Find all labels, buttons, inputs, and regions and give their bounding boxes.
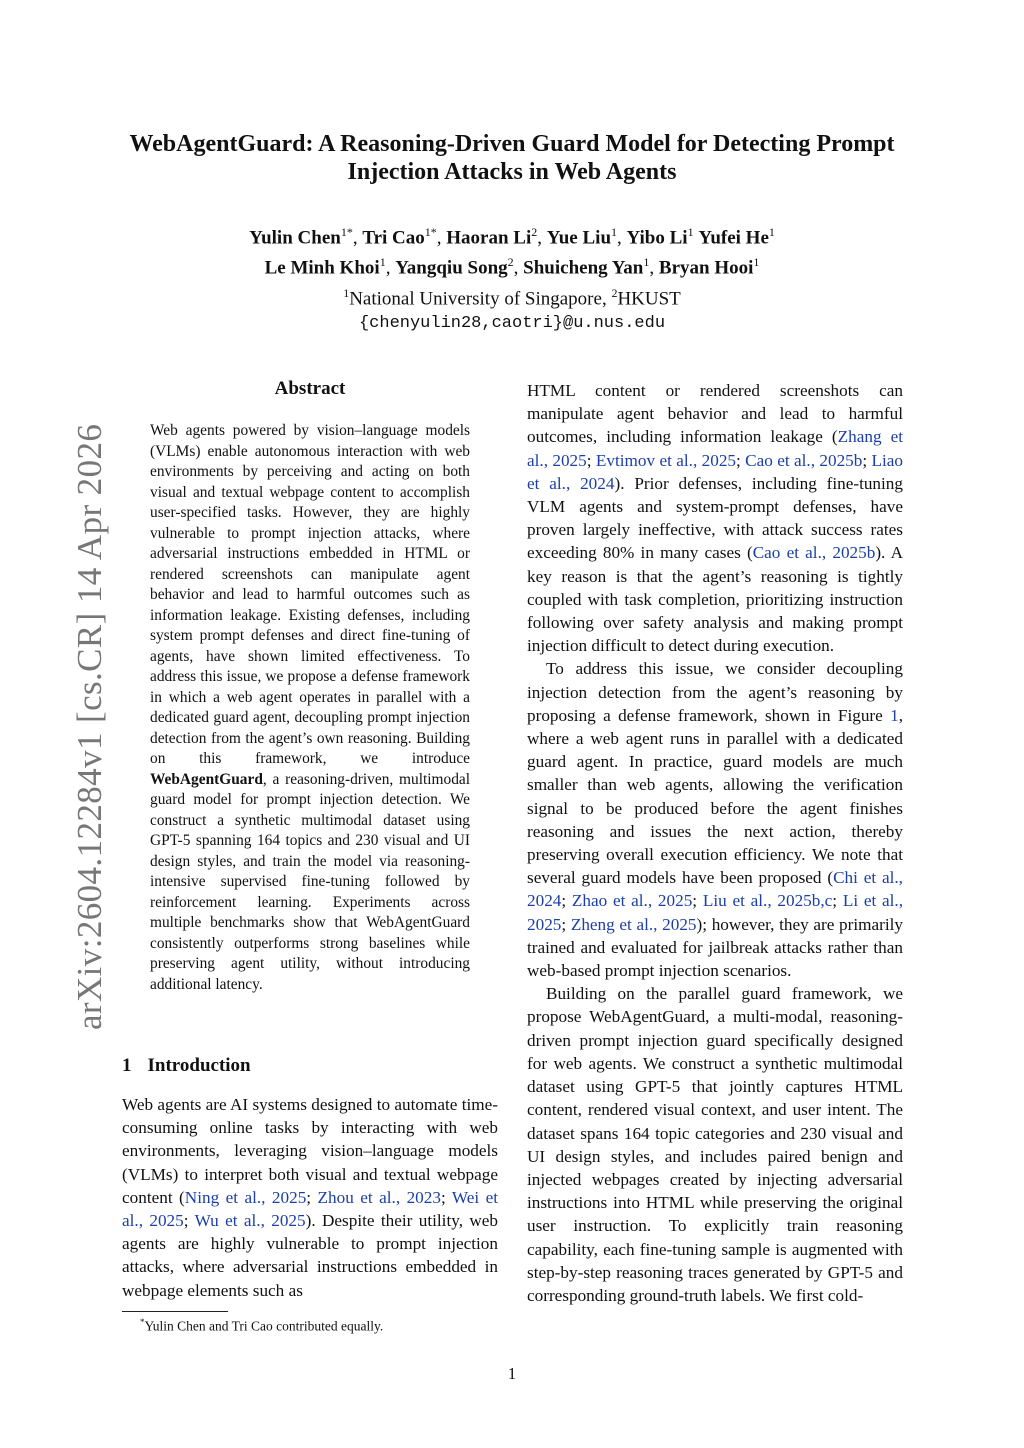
affiliation-2: HKUST — [617, 287, 681, 309]
footnote-divider — [122, 1311, 228, 1312]
citation-link[interactable]: Liu et al., 2025b,c — [702, 891, 833, 911]
author-sup: 1* — [424, 225, 437, 239]
citation-link[interactable]: Liao et al., 2024 — [527, 450, 904, 493]
author-name: Yufei He — [698, 227, 769, 249]
author-sup: 2 — [531, 225, 538, 239]
author-sup: 1 — [753, 255, 760, 270]
abstract-heading: Abstract — [274, 378, 346, 399]
arxiv-id: arXiv:2604.12284v1 [cs.CR] 14 Apr 2026 — [70, 423, 109, 1030]
author-name: Tri Cao — [362, 227, 425, 249]
section-number: 1 — [122, 1055, 132, 1076]
paper-title: WebAgentGuard: A Reasoning-Driven Guard Model for Detecting Prompt Injection Attacks in Web Agents — [129, 131, 895, 185]
arxiv-stamp — [8, 420, 109, 1030]
abstract-bold-term: WebAgentGuard — [150, 770, 263, 788]
citation-link[interactable]: Evtimov et al., 2025 — [595, 450, 737, 470]
figure-link[interactable]: 1 — [890, 705, 899, 725]
author-name: Yulin Chen — [249, 227, 341, 249]
page-number: 1 — [507, 1364, 517, 1383]
section-heading — [122, 1055, 251, 1077]
author-name: Shuicheng Yan — [523, 257, 644, 279]
citation-link[interactable]: Chi et al., 2024 — [527, 868, 903, 911]
author-sup: 2 — [507, 255, 514, 270]
author-email: {chenyulin28,caotri}@u.nus.edu — [358, 313, 666, 333]
author-line-1: Yulin Chen$^{1*}$, Tri Cao$^{1*}$, Haoran Li$^2$, Yue Liu$^1$, Yibo Li$^1$ Yufei He$^1$ — [249, 225, 775, 249]
citation-link[interactable]: Zhou et al., 2023 — [317, 1187, 441, 1207]
section-title: Introduction — [147, 1055, 251, 1076]
body-paragraph: To address this issue, we consider decoupling injection detection from the agent’s reasoning by proposing a defense framework, shown in Figure 1, where a web agent runs in parallel with a dedicated guard agent. In practice, guard models are much smaller than web agents, allowing the verification signal to be produced before the agent finishes reasoning and issues the next action, thereby preserving overall execution efficiency. We note that several guard models have been proposed (Chi et al., 2024; Zhao et al., 2025; Liu et al., 2025b,c; Li et al., 2025; Zheng et al., 2025); however, they are primarily trained and evaluated for jailbreak attacks rather than web-based prompt injection scenarios. — [527, 659, 904, 981]
affiliations: $^1$National University of Singapore, $^2$HKUST — [343, 285, 681, 309]
author-sup: 1 — [687, 225, 694, 239]
author-sup: 1 — [643, 255, 650, 270]
citation-link[interactable]: Li et al., 2025 — [527, 891, 904, 934]
author-name: Yibo Li — [626, 227, 688, 249]
citation-link[interactable]: Zhao et al., 2025 — [571, 891, 693, 911]
author-line-2: Le Minh Khoi$^1$, Yangqiu Song$^2$, Shuicheng Yan$^1$, Bryan Hooi$^1$ — [264, 255, 760, 279]
citation-link[interactable]: Cao et al., 2025b — [752, 543, 876, 563]
citation-link[interactable]: Ning et al., 2025 — [184, 1187, 307, 1207]
affiliation-1: National University of Singapore, — [349, 287, 612, 309]
intro-paragraph: Web agents are AI systems designed to automate time-consuming online tasks by interacting with web environments, leveraging vision–language models (VLMs) to interpret both visual and textual webpage content (Ning et al., 2025; Zhou et al., 2023; Wei et al., 2025; Wu et al., 2025). Despite their utility, web agents are highly vulnerable to prompt injection attacks, where adversarial instructions embedded in webpage elements such as — [122, 1095, 499, 1300]
author-sup: 1 — [379, 255, 386, 270]
right-column — [527, 379, 903, 1307]
citation-link[interactable]: Cao et al., 2025b — [745, 450, 863, 470]
author-name: Yangqiu Song — [395, 257, 508, 279]
citation-link[interactable]: Zheng et al., 2025 — [570, 914, 697, 934]
author-sup: 1 — [768, 225, 775, 239]
body-paragraph: HTML content or rendered screenshots can manipulate agent behavior and lead to harmful outcomes, including information leakage (Zhang et al., 2025; Evtimov et al., 2025; Cao et al., 2025b; Liao et al., 2024). Prior defenses, including fine-tuning VLM agents and system-prompt defenses, have proven largely ineffective, with attack success rates exceeding 80% in many cases (Cao et al., 2025b). A key reason is that the agent’s reasoning is tightly coupled with task completion, prioritizing instruction following over safety analysis and making prompt injection difficult to detect during execution. — [527, 381, 904, 656]
author-block — [110, 220, 914, 336]
author-name: Yue Liu — [546, 227, 612, 249]
body-paragraph: Building on the parallel guard framework, we propose WebAgentGuard, a multi-modal, reasoning-driven prompt injection guard specifically designed for web agents. We construct a synthetic multimodal dataset using GPT-5 that jointly captures HTML content, rendered visual context, and user intent. The dataset spans 164 topic categories and 230 visual and UI design styles, and includes paired benign and injected webpages created by injecting adversarial instructions into HTML while preserving the original user instruction. To explicitly train reasoning capability, each fine-tuning sample is augmented with step-by-step reasoning traces generated by GPT-5 and corresponding ground-truth labels. We first cold- — [527, 984, 903, 1305]
author-sup: 1 — [611, 225, 618, 239]
author-name: Le Minh Khoi — [264, 257, 380, 279]
abstract-body: Web agents powered by vision–language models (VLMs) enable autonomous interaction with web environments by perceiving and acting on both visual and textual webpage content to accomplish user-specified tasks. However, they are highly vulnerable to prompt injection attacks, where adversarial instructions embedded in HTML or rendered screenshots can manipulate agent behavior and lead to harmful outcomes such as information leakage. Existing defenses, including system prompt defenses and direct fine-tuning of agents, have shown limited effectiveness. To address this issue, we propose a defense framework in which a web agent operates in parallel with a dedicated guard agent, decoupling prompt injection detection from the agent’s own reasoning. Building on this framework, we introduce WebAgentGuard, a reasoning-driven, multimodal guard model for prompt injection detection. We construct a synthetic multimodal dataset using GPT-5 spanning 164 topics and 230 visual and UI design styles, and train the model via reasoning-intensive supervised fine-tuning followed by reinforcement learning. Experiments across multiple benchmarks show that WebAgentGuard consistently outperforms strong baselines while preserving agent utility, without introducing additional latency. — [150, 422, 470, 993]
citation-link[interactable]: Wei et al., 2025 — [122, 1187, 498, 1231]
footnote: *Yulin Chen and Tri Cao contributed equally. — [140, 1317, 384, 1334]
citation-link[interactable]: Wu et al., 2025 — [194, 1211, 306, 1231]
citation-link[interactable]: Zhang et al., 2025 — [527, 427, 903, 470]
author-name: Bryan Hooi — [658, 257, 754, 279]
author-sup: 1* — [340, 225, 353, 239]
author-name: Haoran Li — [446, 227, 532, 249]
